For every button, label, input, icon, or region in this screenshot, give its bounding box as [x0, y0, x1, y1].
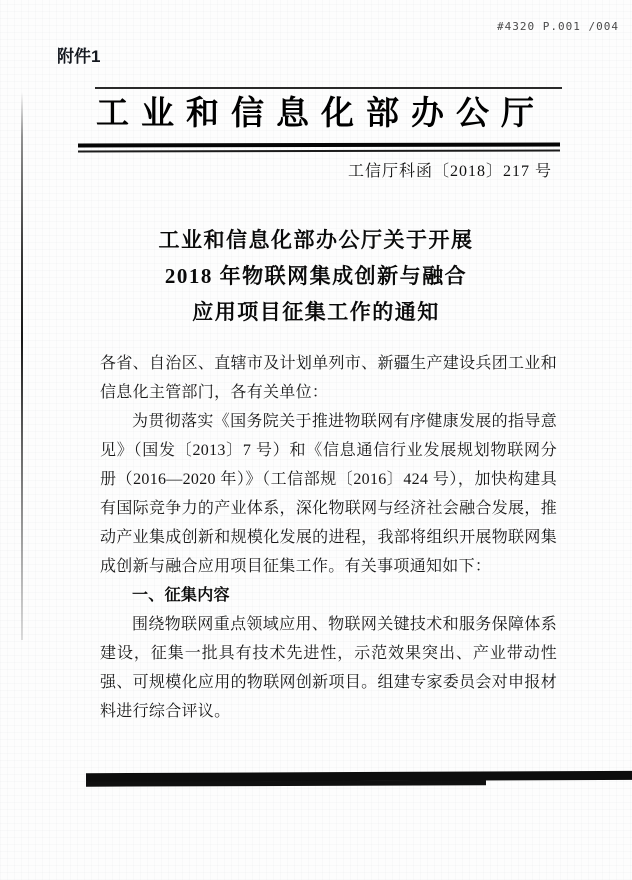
document-title-line-2: 2018 年物联网集成创新与融合	[164, 264, 468, 288]
section-1-heading: 一、征集内容	[132, 587, 230, 604]
attachment-label: 附件1	[57, 47, 101, 66]
masthead-title: 工业和信息化部办公厅	[96, 96, 546, 132]
document-title-line-3: 应用项目征集工作的通知	[192, 300, 440, 324]
fax-page-header: #4320 P.001 /004	[497, 20, 619, 33]
body-paragraph-1: 为贯彻落实《国务院关于推进物联网有序健康发展的指导意见》（国发〔2013〕7 号）和《信息通信行业发展规划物联网分册（2016—2020 年）》（工信部规〔2016〕424 号），加快构建具有国际竞争力的产业体系，深化物联网与经济社会融合发展，推动产业集成创新和规模化发展的进程，我部将组织开展物联网集成创新与融合应用项目征集工作。有关事项通知如下：	[100, 413, 557, 575]
masthead-top-rule	[95, 87, 562, 89]
document-title	[0, 222, 632, 330]
body-paragraph-2: 围绕物联网重点领域应用、物联网关键技术和服务保障体系建设，征集一批具有技术先进性，示范效果突出、产业带动性强、可规模化应用的物联网创新项目。组建专家委员会对申报材料进行综合评议。	[100, 616, 557, 720]
scan-artifact-left-edge	[21, 92, 23, 640]
salutation-paragraph: 各省、自治区、直辖市及计划单列市、新疆生产建设兵团工业和信息化主管部门，各有关单位：	[100, 355, 557, 401]
scan-artifact-bottom-bar-thick	[86, 780, 486, 786]
masthead-bottom-rule	[78, 142, 560, 152]
document-number: 工信厅科函〔2018〕217 号	[347, 163, 552, 180]
document-title-line-1: 工业和信息化部办公厅关于开展	[158, 228, 474, 252]
document-body	[100, 349, 557, 726]
